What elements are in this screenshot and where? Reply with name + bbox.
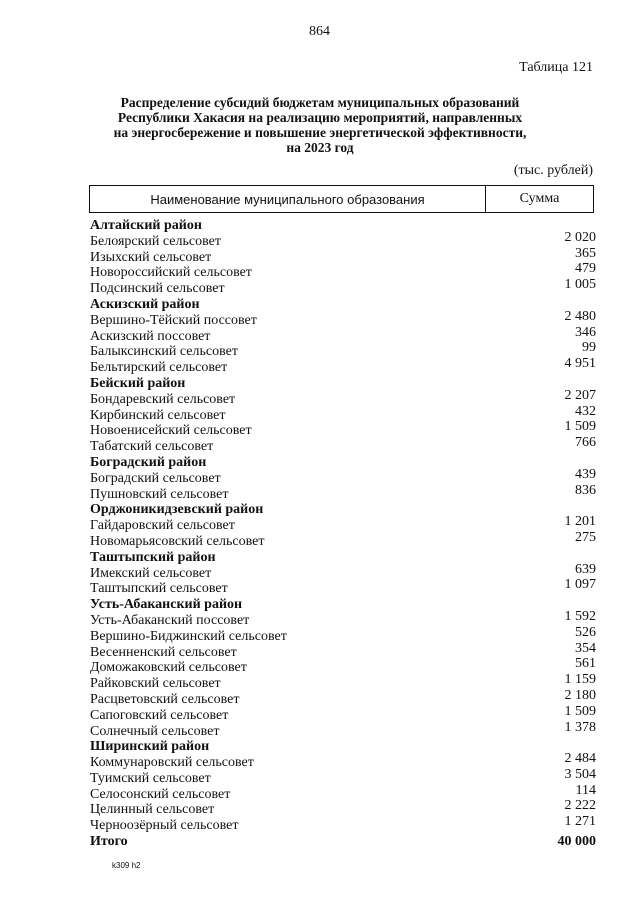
row-value: 1 159 — [564, 672, 596, 688]
table-row — [90, 608, 596, 629]
row-name: Бейский район — [90, 375, 186, 391]
district-row — [90, 218, 596, 234]
row-value: 526 — [575, 624, 596, 640]
row-value: 2 180 — [564, 687, 596, 703]
title-line: Распределение субсидий бюджетам муниципальных образований — [120, 95, 520, 110]
row-value: 1 378 — [564, 719, 596, 735]
row-value: 2 020 — [564, 229, 596, 245]
table-row — [90, 466, 596, 487]
row-name: Имекский сельсовет — [90, 565, 212, 581]
row-name: Аскизский поссовет — [90, 328, 211, 344]
row-value: 114 — [575, 782, 596, 798]
table-row — [90, 624, 596, 645]
table-row — [90, 672, 596, 692]
table-row — [90, 798, 596, 818]
table-row — [90, 419, 596, 439]
table-row — [90, 514, 596, 534]
row-name: Белоярский сельсовет — [90, 233, 221, 249]
row-value: 439 — [575, 466, 596, 482]
row-value: 1 005 — [564, 277, 596, 293]
table-row — [90, 308, 596, 329]
table-row — [90, 340, 596, 360]
row-name: Таштыпский сельсовет — [90, 581, 228, 597]
row-name: Кирбинский сельсовет — [90, 407, 226, 423]
row-value: 365 — [575, 245, 596, 261]
row-value: 561 — [575, 656, 596, 672]
district-row — [90, 376, 596, 392]
row-name: Орджоникидзевский район — [90, 502, 264, 518]
table-row — [90, 229, 596, 250]
district-row — [90, 550, 596, 566]
row-value: 1 097 — [564, 577, 596, 593]
row-name: Туимский сельсовет — [90, 770, 211, 786]
row-name: Боградский район — [90, 454, 207, 470]
row-name: Вершино-Биджинский сельсовет — [90, 628, 287, 644]
row-name: Новоенисейский сельсовет — [90, 423, 252, 439]
table-row — [90, 687, 596, 708]
row-name: Гайдаровский сельсовет — [90, 518, 235, 534]
table-row — [90, 261, 596, 281]
table-label: Таблица 121 — [519, 60, 593, 75]
row-value: 1 509 — [564, 703, 596, 719]
row-name: Подсинский сельсовет — [90, 281, 225, 297]
row-name: Алтайский район — [90, 218, 202, 233]
row-name: Бондаревский сельсовет — [90, 391, 236, 407]
row-value: 2 484 — [564, 751, 596, 767]
page-number: 864 — [309, 24, 330, 39]
row-value: 2 480 — [564, 308, 596, 324]
district-row — [90, 455, 596, 471]
table-row — [90, 766, 596, 787]
table-row — [90, 656, 596, 676]
row-value: 354 — [575, 640, 596, 656]
district-row — [90, 597, 596, 613]
row-value: 432 — [575, 403, 596, 419]
district-row — [90, 739, 596, 755]
row-value: 1 509 — [564, 419, 596, 435]
row-name: Бельтирский сельсовет — [90, 360, 228, 376]
row-value: 639 — [575, 561, 596, 577]
row-value: 836 — [575, 482, 596, 498]
row-name: Селосонский сельсовет — [90, 786, 231, 802]
row-value: 3 504 — [564, 766, 596, 782]
row-name: Коммунаровский сельсовет — [90, 755, 254, 771]
table-row — [90, 403, 596, 424]
table-row — [90, 482, 596, 503]
table-row — [90, 782, 596, 803]
row-name: Новороссийский сельсовет — [90, 265, 252, 281]
row-value: 99 — [582, 340, 596, 356]
row-name: Целинный сельсовет — [90, 802, 215, 818]
row-name: Таштыпский район — [90, 549, 216, 565]
row-value: 1 201 — [564, 514, 596, 530]
column-header-name: Наименование муниципального образования — [90, 186, 486, 212]
table-row — [90, 703, 596, 724]
table-row — [90, 751, 596, 771]
row-name: Вершино-Тёйский поссовет — [90, 312, 257, 328]
table-row — [90, 640, 596, 661]
row-name: Черноозёрный сельсовет — [90, 818, 239, 834]
title-line: Республики Хакасия на реализацию мероприятий, направленных — [117, 110, 523, 125]
row-name: Пушновский сельсовет — [90, 486, 229, 502]
row-name: Сапоговский сельсовет — [90, 707, 229, 723]
row-name: Балыксинский сельсовет — [90, 344, 238, 360]
row-name: Боградский сельсовет — [90, 470, 221, 486]
row-name: Табатский сельсовет — [90, 439, 214, 455]
row-name: Итого — [90, 834, 128, 850]
row-value: 2 222 — [564, 798, 596, 814]
row-value: 479 — [575, 261, 596, 277]
row-value: 766 — [575, 435, 596, 451]
title-line: на 2023 год — [286, 140, 354, 155]
table-row — [90, 719, 596, 740]
row-name: Усть-Абаканский поссовет — [90, 612, 250, 628]
row-value: 40 000 — [557, 834, 596, 850]
table-row — [90, 561, 596, 582]
table-row — [90, 529, 596, 550]
row-name: Усть-Абаканский район — [90, 597, 243, 613]
row-value: 1 271 — [564, 814, 596, 830]
table-body — [90, 218, 596, 850]
table-row — [90, 435, 596, 455]
total-row — [90, 834, 596, 850]
row-value: 1 592 — [564, 608, 596, 624]
table-row — [90, 387, 596, 408]
table-header — [89, 185, 594, 213]
footer-code: k309 h2 — [112, 861, 141, 870]
district-row — [90, 297, 596, 313]
table-row — [90, 277, 596, 297]
row-name: Новомарьясовский сельсовет — [90, 533, 265, 549]
row-value: 346 — [575, 324, 596, 340]
row-value: 275 — [575, 529, 596, 545]
row-name: Райковский сельсовет — [90, 676, 221, 692]
title-line: на энергосбережение и повышение энергетической эффективности, — [113, 125, 527, 140]
table-row — [90, 577, 596, 597]
district-row — [90, 502, 596, 518]
row-value: 4 951 — [564, 356, 596, 372]
units-label: (тыс. рублей) — [513, 163, 593, 178]
table-title — [60, 95, 580, 155]
row-name: Солнечный сельсовет — [90, 723, 220, 739]
table-row — [90, 324, 596, 345]
table-row — [90, 245, 596, 266]
table-row — [90, 356, 596, 376]
row-name: Ширинский район — [90, 739, 210, 755]
row-name: Изыхский сельсовет — [90, 249, 212, 265]
row-value: 2 207 — [564, 387, 596, 403]
row-name: Аскизский район — [90, 296, 200, 312]
table-row — [90, 814, 596, 834]
column-header-sum: Сумма — [519, 191, 560, 206]
row-name: Доможаковский сельсовет — [90, 660, 247, 676]
row-name: Весенненский сельсовет — [90, 644, 237, 660]
row-name: Расцветовский сельсовет — [90, 691, 240, 707]
